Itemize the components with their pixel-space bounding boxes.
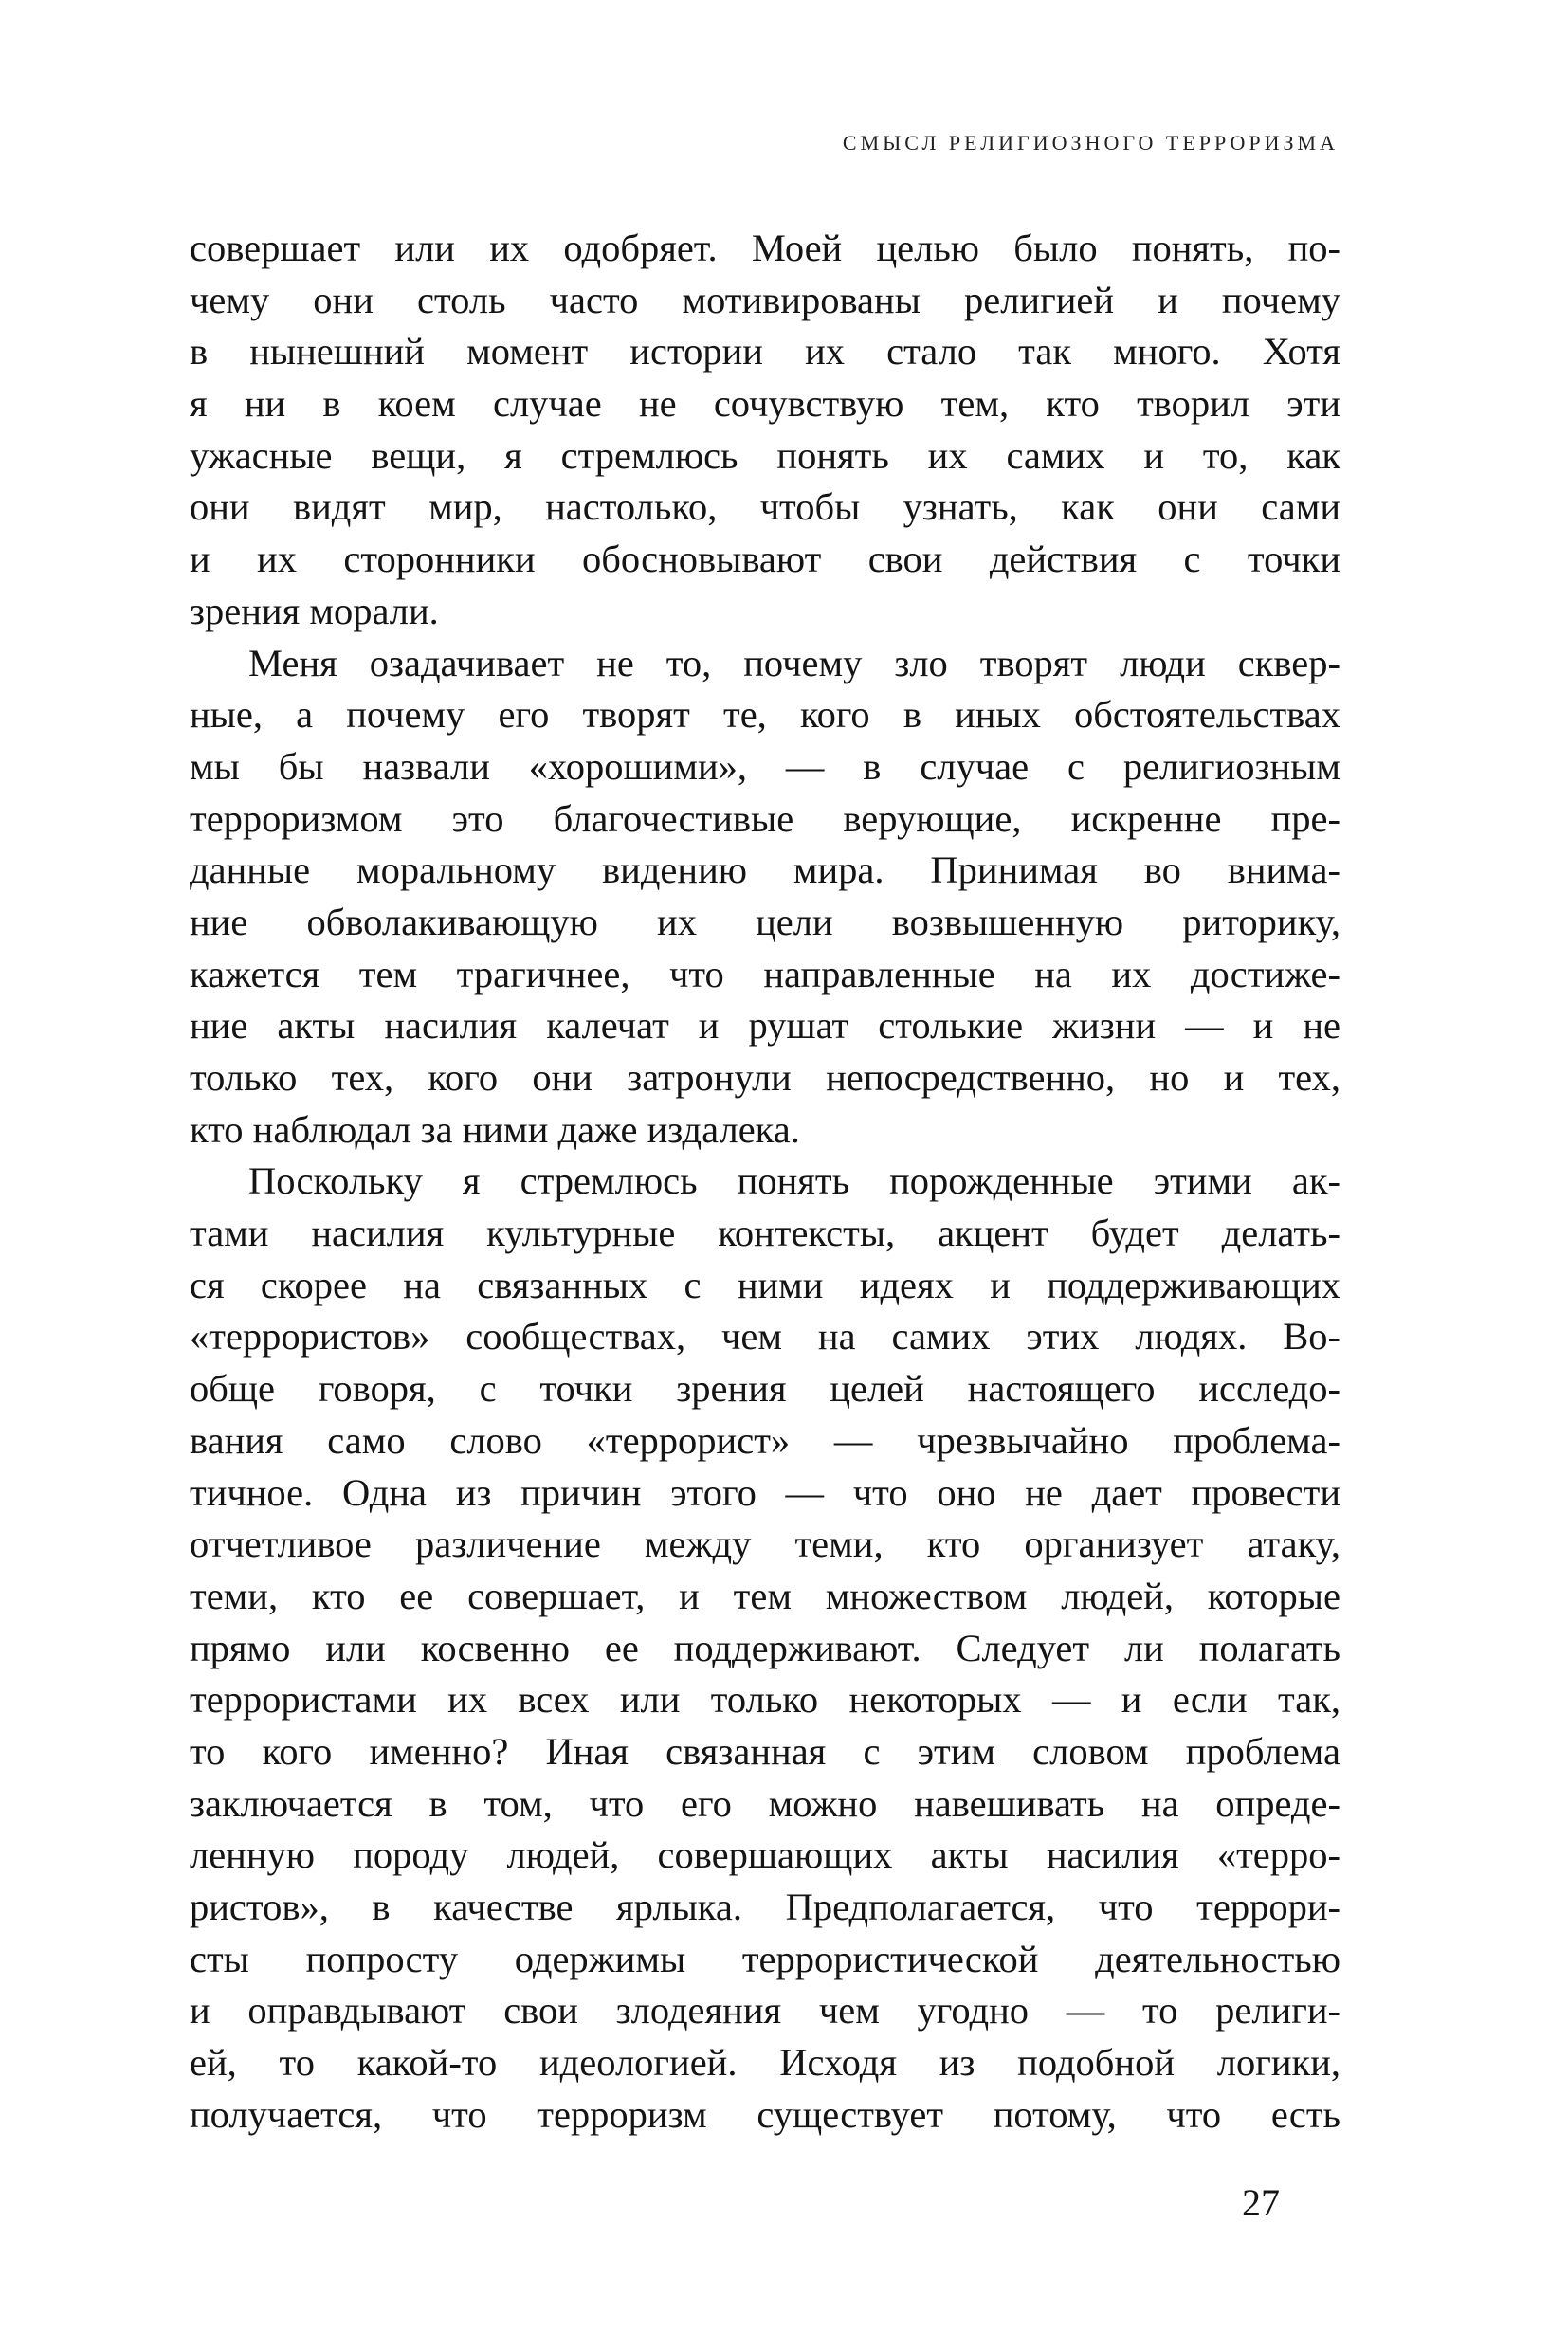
paragraph xyxy=(190,638,1340,1157)
running-head: СМЫСЛ РЕЛИГИОЗНОГО ТЕРРОРИЗМА xyxy=(842,131,1339,155)
text-line: сты попросту одержимы террористической деятельностью xyxy=(190,1937,1340,1980)
text-line: ристов», в качестве ярлыка. Предполагается, что террори- xyxy=(190,1886,1340,1928)
text-line: ей, то какой-то идеологией. Исходя из подобной логики, xyxy=(190,2041,1340,2085)
text-line: тичное. Одна из причин этого — что оно не дает провести xyxy=(190,1470,1340,1514)
text-line: отчетливое различение между теми, кто организует атаку, xyxy=(190,1522,1340,1566)
text-line: ные, а почему его творят те, кого в иных обстоятельствах xyxy=(190,693,1340,737)
text-line: террористами их всех или только некоторых — и если так, xyxy=(190,1678,1340,1722)
text-line: в нынешний момент истории их стало так много. Хотя xyxy=(190,330,1340,374)
page-number: 27 xyxy=(1242,2181,1280,2224)
text-line: ние обволакивающую их цели возвышенную риторику, xyxy=(190,900,1340,943)
text-line: терроризмом это благочестивые верующие, искренне пре- xyxy=(190,796,1340,840)
text-line: получается, что терроризм существует потому, что есть xyxy=(190,2092,1340,2136)
text-line: чему они столь часто мотивированы религией и почему xyxy=(190,278,1340,321)
text-line: и их сторонники обосновывают свои действия с точки xyxy=(190,538,1340,581)
text-line: только тех, кого они затронули непосредственно, но и тех, xyxy=(190,1056,1340,1099)
paragraph xyxy=(190,223,1340,638)
text-line: вания само слово «террорист» — чрезвычайно проблема- xyxy=(190,1418,1340,1462)
text-line: ужасные вещи, я стремлюсь понять их самих и то, как xyxy=(190,433,1340,477)
text-line: прямо или косвенно ее поддерживают. Следует ли полагать xyxy=(190,1626,1340,1669)
text-line: ленную породу людей, совершающих акты насилия «терро- xyxy=(190,1833,1340,1877)
text-line: теми, кто ее совершает, и тем множеством людей, которые xyxy=(190,1574,1340,1617)
text-line: «террористов» сообществах, чем на самих этих людях. Во- xyxy=(190,1315,1340,1358)
text-line: тами насилия культурные контексты, акцент будет делать- xyxy=(190,1212,1340,1255)
text-line: совершает или их одобряет. Моей целью было понять, по- xyxy=(190,227,1340,269)
text-line: мы бы назвали «хорошими», — в случае с религиозным xyxy=(190,744,1340,788)
text-line: зрения морали. xyxy=(190,589,439,632)
text-line: кажется тем трагичнее, что направленные на их достиже- xyxy=(190,952,1340,995)
body-text xyxy=(190,223,1340,2141)
text-line: ся скорее на связанных с ними идеях и поддерживающих xyxy=(190,1263,1340,1306)
text-line: заключается в том, что его можно навешивать на опреде- xyxy=(190,1781,1340,1825)
paragraph xyxy=(190,1156,1340,2141)
text-line: ние акты насилия калечат и рушат столькие жизни — и не xyxy=(190,1004,1340,1048)
text-line: Меня озадачивает не то, почему зло творят люди сквер- xyxy=(248,641,1340,684)
text-line: и оправдывают свои злодеяния чем угодно — то религи- xyxy=(190,1989,1340,2032)
text-line: они видят мир, настолько, чтобы узнать, как они сами xyxy=(190,485,1340,529)
text-line: я ни в коем случае не сочувствую тем, кто творил эти xyxy=(190,382,1340,426)
text-line: то кого именно? Иная связанная с этим словом проблема xyxy=(190,1729,1340,1773)
text-line: обще говоря, с точки зрения целей настоящего исследо- xyxy=(190,1367,1340,1411)
text-line: Поскольку я стремлюсь понять порожденные этими ак- xyxy=(248,1159,1340,1203)
text-line: кто наблюдал за ними даже издалека. xyxy=(190,1107,800,1151)
text-line: данные моральному видению мира. Принимая во внима- xyxy=(190,848,1340,892)
